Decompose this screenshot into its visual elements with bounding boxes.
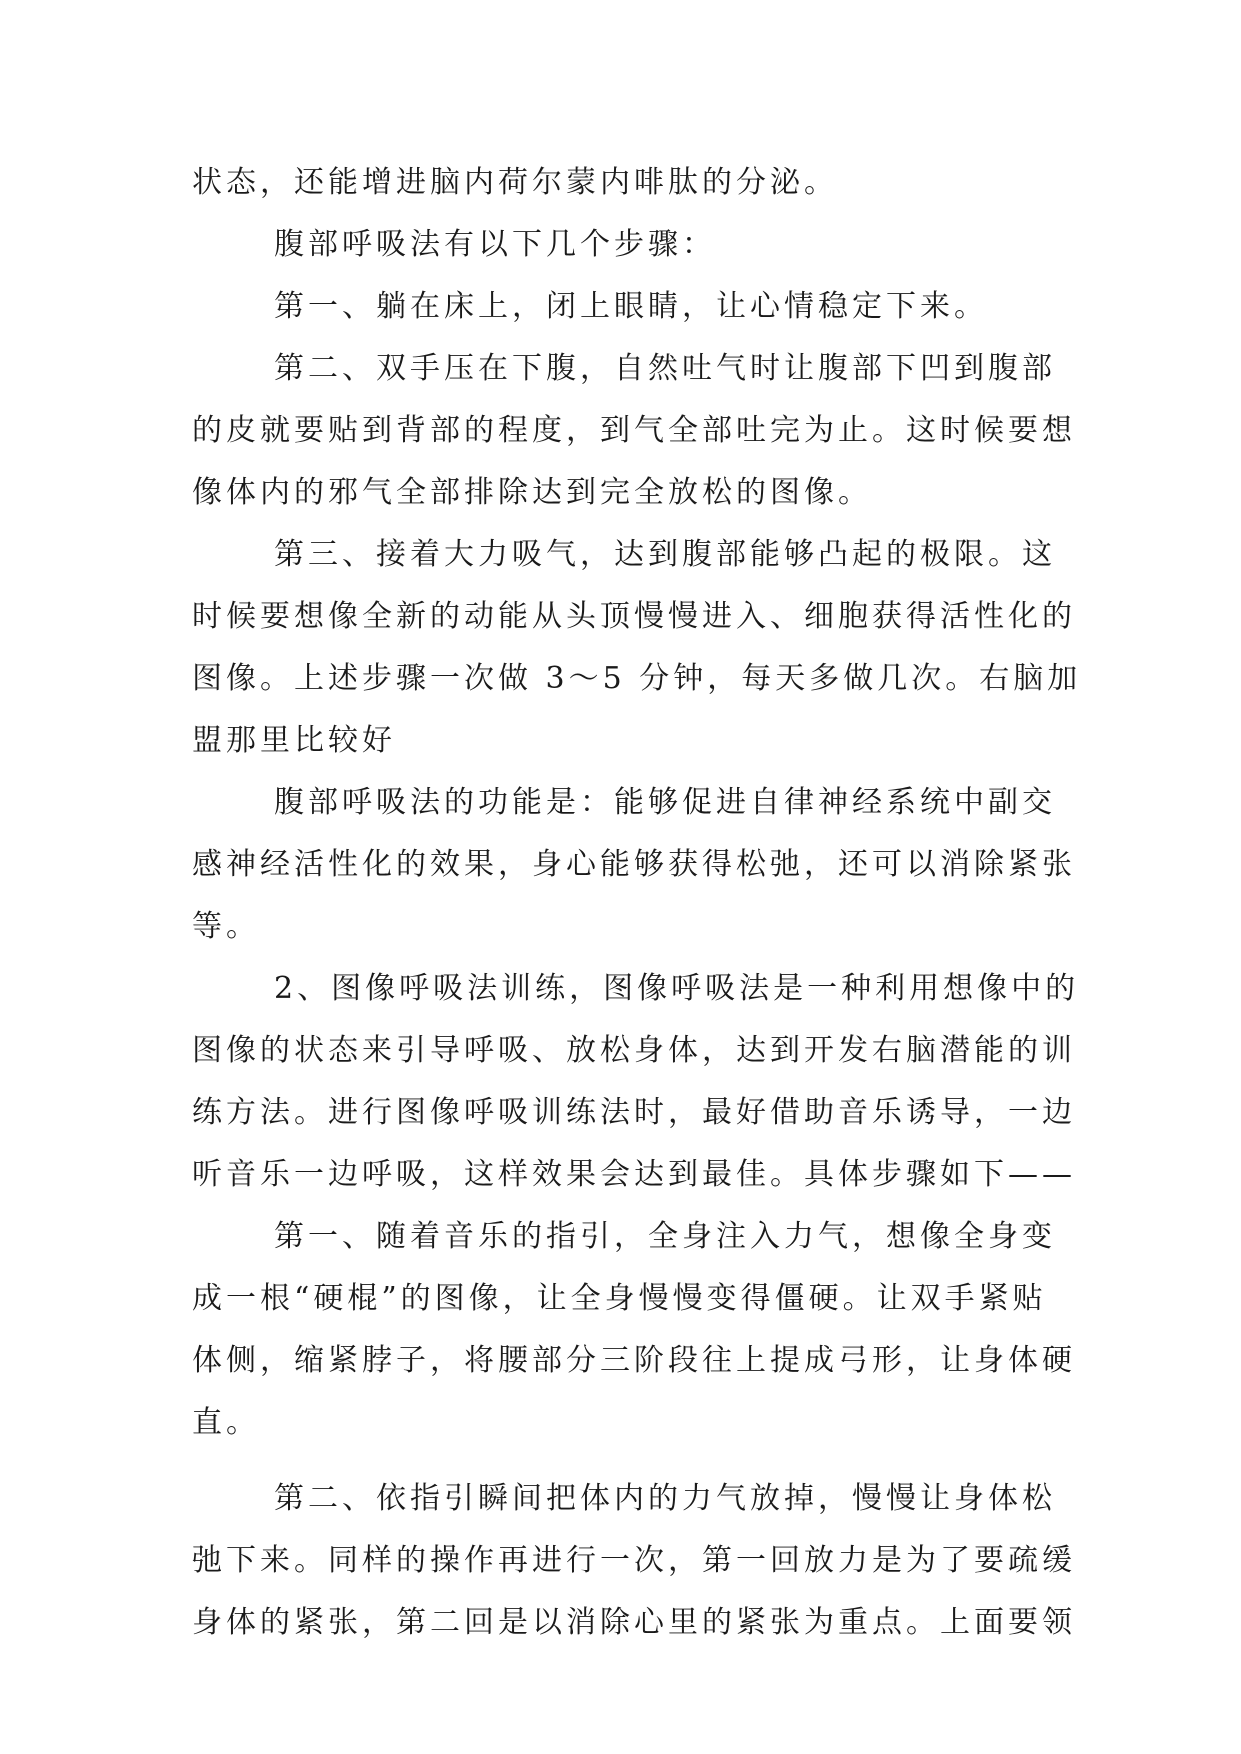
paragraph-first-line: 2、图像呼吸法训练，图像呼吸法是一种利用想像中的 [274,971,1080,1006]
text-line: 听音乐一边呼吸，这样效果会达到最佳。具体步骤如下—— [192,1157,1076,1192]
text-line: 感神经活性化的效果，身心能够获得松弛，还可以消除紧张 [192,847,1076,882]
text-line: 的皮就要贴到背部的程度，到气全部吐完为止。这时候要想 [192,413,1076,448]
paragraph-gap [192,1454,1052,1468]
text-line: 体侧，缩紧脖子，将腰部分三阶段往上提成弓形，让身体硬 [192,1343,1076,1378]
text-line: 弛下来。同样的操作再进行一次，第一回放力是为了要疏缓 [192,1543,1076,1578]
text-line: 像体内的邪气全部排除达到完全放松的图像。 [192,475,872,510]
document-body [192,152,1082,1654]
text-line: 图像。上述步骤一次做 3～5 分钟，每天多做几次。右脑加 [192,661,1082,696]
paragraph-first-line: 第一、随着音乐的指引，全身注入力气，想像全身变 [274,1219,1056,1254]
paragraph-first-line: 第二、依指引瞬间把体内的力气放掉，慢慢让身体松 [274,1481,1056,1516]
text-line: 身体的紧张，第二回是以消除心里的紧张为重点。上面要领 [192,1605,1076,1640]
text-line: 盟那里比较好 [192,723,396,758]
paragraph-first-line: 第一、躺在床上，闭上眼睛，让心情稳定下来。 [274,289,988,324]
paragraph-first-line: 第二、双手压在下腹，自然吐气时让腹部下凹到腹部 [274,351,1056,386]
text-line: 直。 [192,1405,260,1440]
text-line: 成一根“硬棍”的图像，让全身慢慢变得僵硬。让双手紧贴 [192,1281,1047,1316]
paragraph-first-line: 第三、接着大力吸气，达到腹部能够凸起的极限。这 [274,537,1056,572]
text-line: 等。 [192,909,260,944]
text-line: 图像的状态来引导呼吸、放松身体，达到开发右脑潜能的训 [192,1033,1076,1068]
paragraph-first-line: 腹部呼吸法有以下几个步骤： [274,227,716,262]
text-line: 状态，还能增进脑内荷尔蒙内啡肽的分泌。 [192,165,838,200]
paragraph-first-line: 腹部呼吸法的功能是：能够促进自律神经系统中副交 [274,785,1056,820]
text-line: 练方法。进行图像呼吸训练法时，最好借助音乐诱导，一边 [192,1095,1076,1130]
text-line: 时候要想像全新的动能从头顶慢慢进入、细胞获得活性化的 [192,599,1076,634]
